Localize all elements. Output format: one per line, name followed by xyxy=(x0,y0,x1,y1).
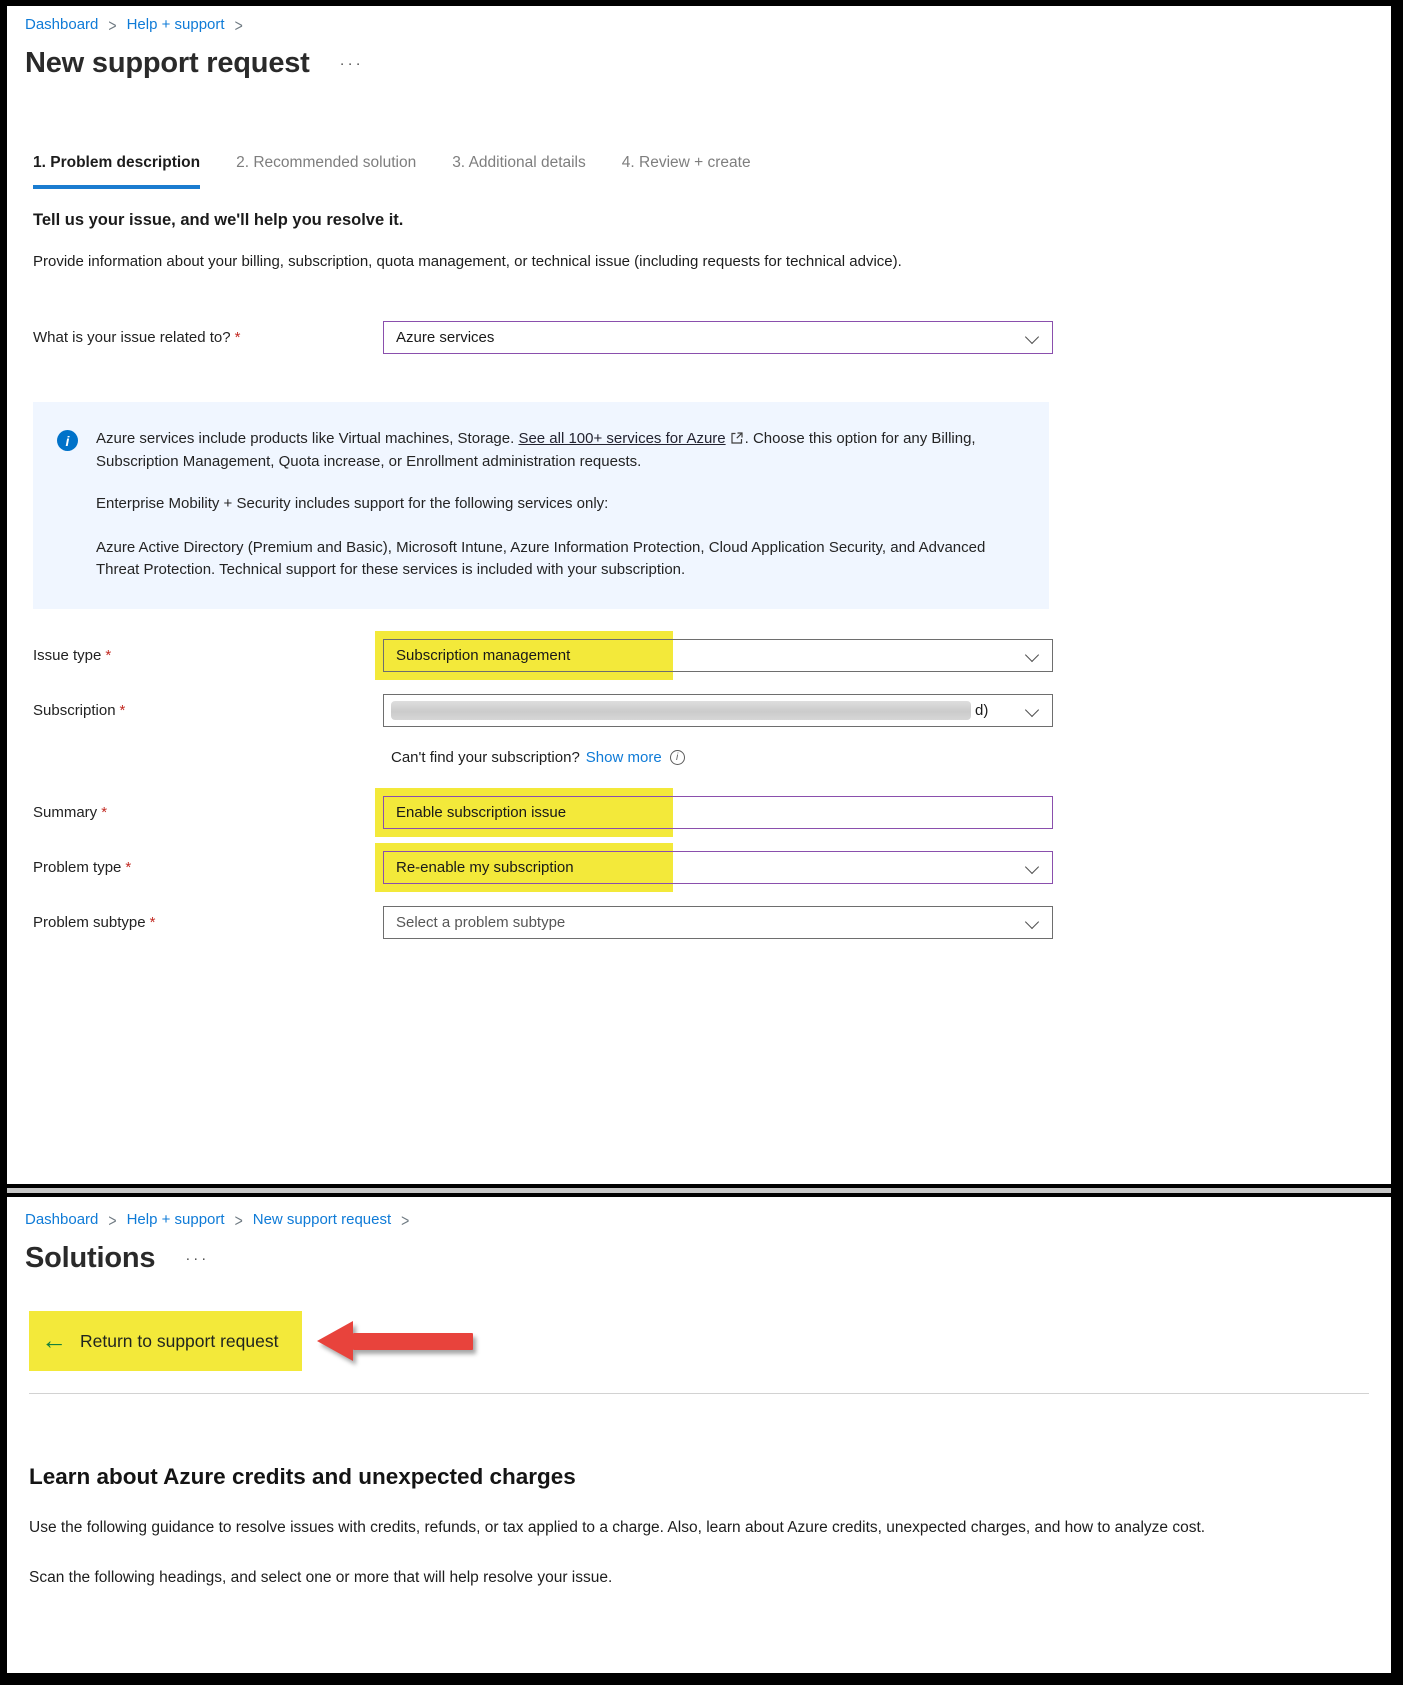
info-paragraph-2: Enterprise Mobility + Security includes support for the following services only: xyxy=(96,495,609,512)
panel-divider xyxy=(7,1184,1391,1197)
breadcrumb-separator-icon: > xyxy=(108,1209,117,1230)
problem-type-select[interactable] xyxy=(383,851,1053,884)
issue-type-select[interactable] xyxy=(383,639,1053,672)
problem-subtype-row xyxy=(33,906,1373,939)
issue-type-row xyxy=(33,639,1373,672)
breadcrumb-dashboard[interactable]: Dashboard xyxy=(25,16,99,33)
summary-label: Summary * xyxy=(33,804,108,821)
section-heading: Tell us your issue, and we'll help you resolve it. xyxy=(33,211,404,229)
article-heading: Learn about Azure credits and unexpected charges xyxy=(29,1464,576,1489)
article-paragraph-1: Use the following guidance to resolve issues with credits, refunds, or tax applied to a charge. Also, learn about Azure credits, unexpected charges, and how to analyze cost. xyxy=(29,1519,1206,1536)
return-to-support-request-link[interactable] xyxy=(29,1311,302,1371)
page-title: New support request xyxy=(25,47,310,79)
problem-subtype-select[interactable] xyxy=(383,906,1053,939)
solutions-page xyxy=(7,1197,1391,1673)
tab-review-create[interactable]: 4. Review + create xyxy=(621,154,751,171)
breadcrumb-new-support-request[interactable]: New support request xyxy=(252,1211,392,1228)
problem-subtype-label: Problem subtype * xyxy=(33,914,156,931)
info-outline-icon[interactable]: i xyxy=(670,750,685,765)
page-title: Solutions xyxy=(25,1242,156,1274)
page-title-bar xyxy=(25,1242,1373,1275)
tab-problem-description[interactable]: 1. Problem description xyxy=(33,154,200,189)
wizard-tabs xyxy=(25,154,1373,189)
problem-subtype-placeholder: Select a problem subtype xyxy=(396,914,566,931)
info-paragraph-3: Azure Active Directory (Premium and Basic), Microsoft Intune, Azure Information Protection, Cloud Application Security, and Advanced Threat Protection. Technical support for these services is included with your subscription. xyxy=(96,539,986,578)
divider xyxy=(29,1393,1369,1394)
breadcrumb-help-support[interactable]: Help + support xyxy=(126,1211,225,1228)
breadcrumb-dashboard[interactable]: Dashboard xyxy=(25,1211,99,1228)
issue-related-row xyxy=(33,321,1373,354)
issue-related-label: What is your issue related to? * xyxy=(33,329,241,346)
see-all-services-link[interactable]: See all 100+ services for Azure xyxy=(518,430,726,447)
cant-find-subscription-row xyxy=(391,749,1373,766)
issue-related-select[interactable] xyxy=(383,321,1053,354)
issue-type-label: Issue type * xyxy=(33,647,112,664)
red-arrow-annotation xyxy=(317,1321,473,1361)
summary-row xyxy=(33,796,1373,829)
info-box xyxy=(33,402,1049,609)
subscription-select[interactable] xyxy=(383,694,1053,727)
more-options-icon[interactable]: ··· xyxy=(185,1250,210,1267)
breadcrumb-separator-icon: > xyxy=(108,14,117,35)
breadcrumb-separator-icon: > xyxy=(234,1209,243,1230)
info-paragraph-1: Azure services include products like Virtual machines, Storage. See all 100+ services for Azure . Choose this option for any Billing, Subscription Management, Quota increase, or Enrollment administration requests. xyxy=(96,430,976,470)
breadcrumb-help-support[interactable]: Help + support xyxy=(126,16,225,33)
breadcrumb xyxy=(25,1211,1373,1228)
page-title-bar xyxy=(25,47,1373,80)
section-intro: Provide information about your billing, subscription, quota management, or technical issue (including requests for technical advice). xyxy=(33,253,902,270)
subscription-value-redacted xyxy=(391,701,971,720)
return-link-area xyxy=(25,1311,1373,1389)
issue-related-value: Azure services xyxy=(396,329,495,346)
required-asterisk: * xyxy=(105,647,112,664)
breadcrumb-separator-icon: > xyxy=(234,14,243,35)
new-support-request-page xyxy=(7,6,1391,1184)
red-arrow-shaft xyxy=(353,1333,473,1350)
subscription-value-suffix: d) xyxy=(975,702,989,719)
problem-type-label: Problem type * xyxy=(33,859,132,876)
info-box-text xyxy=(96,428,1025,581)
problem-type-value: Re-enable my subscription xyxy=(396,859,574,876)
tab-additional-details[interactable]: 3. Additional details xyxy=(452,154,586,171)
issue-type-value: Subscription management xyxy=(396,647,571,664)
subscription-label: Subscription * xyxy=(33,702,126,719)
required-asterisk: * xyxy=(125,859,132,876)
breadcrumb-separator-icon: > xyxy=(401,1209,410,1230)
required-asterisk: * xyxy=(119,702,126,719)
show-more-link[interactable]: Show more xyxy=(585,749,662,766)
breadcrumb xyxy=(25,16,1373,33)
problem-type-row xyxy=(33,851,1373,884)
subscription-row xyxy=(33,694,1373,727)
back-arrow-icon: ← xyxy=(41,1325,67,1355)
cant-find-text: Can't find your subscription? xyxy=(391,749,580,766)
required-asterisk: * xyxy=(101,804,108,821)
required-asterisk: * xyxy=(149,914,156,931)
required-asterisk: * xyxy=(234,329,241,346)
info-icon: i xyxy=(57,430,78,451)
red-arrow-head xyxy=(317,1321,353,1361)
more-options-icon[interactable]: ··· xyxy=(339,55,364,72)
tab-recommended-solution[interactable]: 2. Recommended solution xyxy=(236,154,417,171)
article-paragraph-2: Scan the following headings, and select one or more that will help resolve your issue. xyxy=(29,1569,613,1586)
return-link-label: Return to support request xyxy=(80,1330,279,1351)
external-link-icon xyxy=(731,429,743,451)
summary-input[interactable] xyxy=(383,796,1053,829)
summary-value: Enable subscription issue xyxy=(396,804,567,821)
